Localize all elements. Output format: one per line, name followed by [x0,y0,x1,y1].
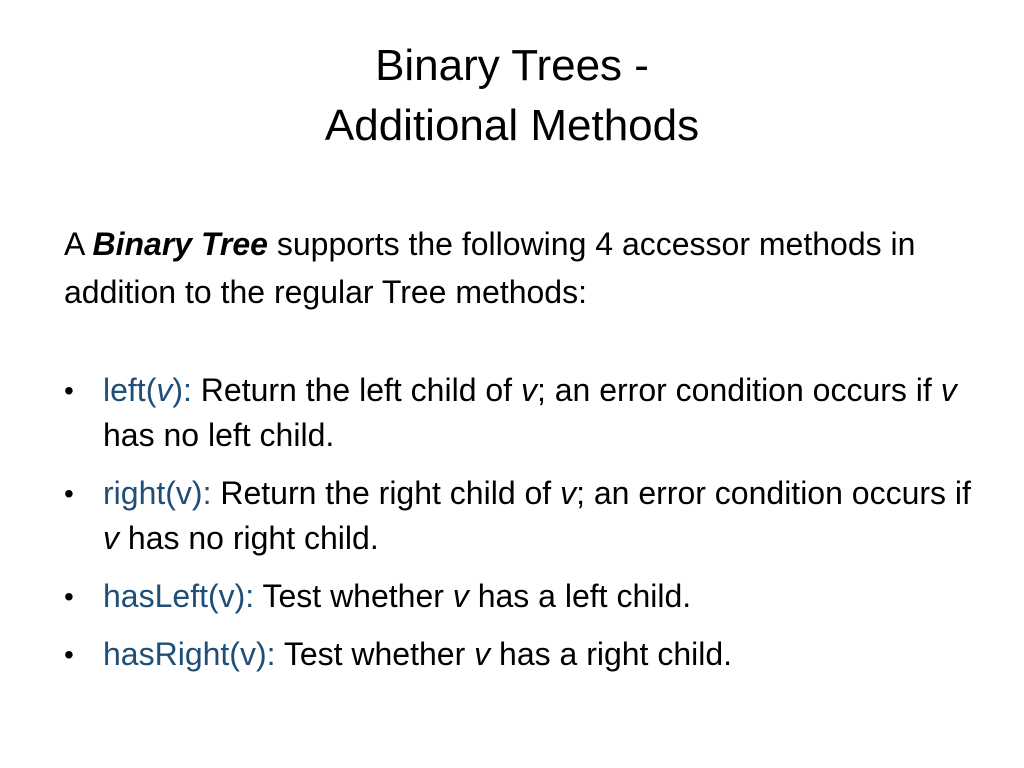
slide-title-line-2: Additional Methods [324,101,700,150]
list-item-right [64,471,984,561]
method-desc-left-c: has no left child. [103,417,335,453]
method-name-left-close: ): [172,372,192,408]
intro-suffix: supports the following 4 accessor methods in addition to the regular Tree methods: [64,226,916,310]
slide-title-line-1: Binary Trees - [375,41,649,90]
method-desc-right-c: has no right child. [119,520,379,556]
method-desc-has-right-a: Test whether [275,636,475,672]
method-name-left-var: v [156,372,173,408]
method-name-has-left: hasLeft(v): [103,578,255,614]
list-item-has-left [64,574,984,619]
method-name-left-prefix: left( [103,372,157,408]
bullet-icon: • [64,375,74,406]
method-name-right: right(v): [103,475,212,511]
list-item-has-right [64,632,984,677]
method-desc-has-left-b: has a left child. [468,578,692,614]
bullet-icon: • [64,581,74,612]
method-desc-has-right-var1: v [474,636,491,672]
intro-emphasis: Binary Tree [92,226,268,262]
method-desc-left-a: Return the left child of [191,372,521,408]
slide-title [80,36,944,156]
methods-list [64,368,984,690]
bullet-icon: • [64,478,74,509]
intro-paragraph [64,220,964,316]
method-desc-left-var2: v [940,372,957,408]
method-name-left [103,372,192,408]
method-desc-has-left-var1: v [452,578,469,614]
method-desc-has-right-b: has a right child. [490,636,733,672]
method-desc-left-var1: v [520,372,537,408]
method-desc-left-b: ; an error condition occurs if [536,372,941,408]
method-desc-right-var2: v [103,520,119,556]
list-item-left [64,368,984,458]
method-desc-right-var1: v [560,475,577,511]
method-desc-right-b: ; an error condition occurs if [576,475,971,511]
intro-prefix: A [64,226,93,262]
method-desc-right-a: Return the right child of [211,475,561,511]
method-name-has-right: hasRight(v): [103,636,276,672]
bullet-icon: • [64,639,74,670]
method-desc-has-left-a: Test whether [254,578,453,614]
